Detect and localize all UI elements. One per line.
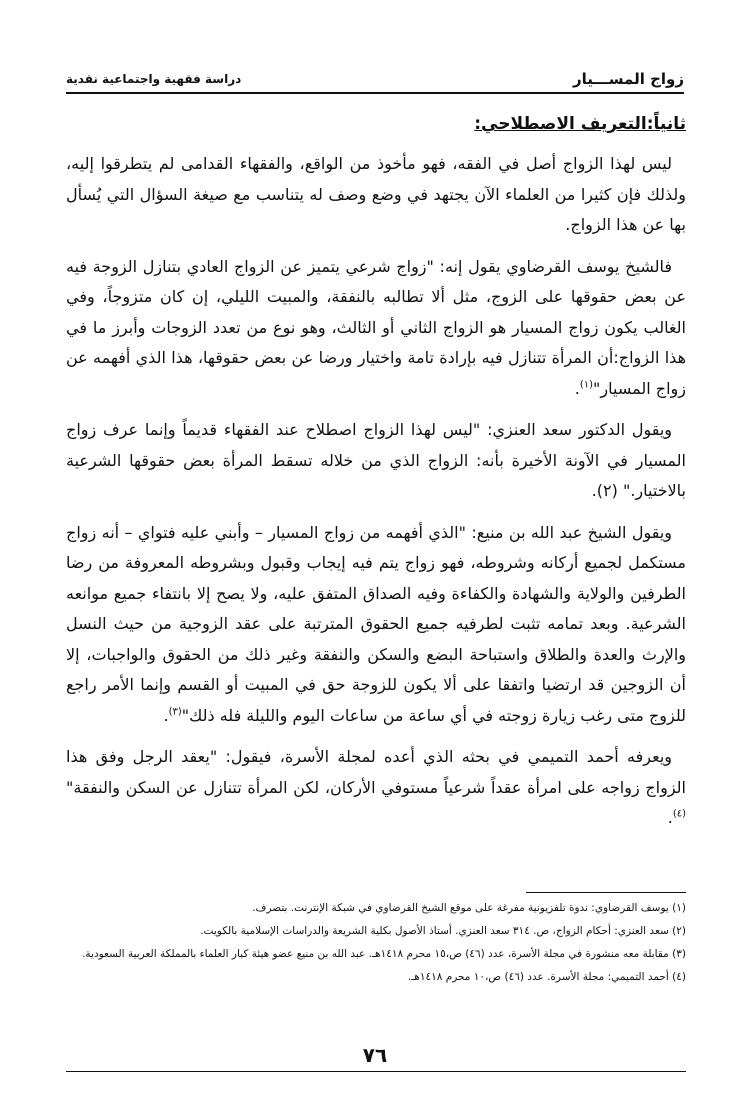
paragraph-5: ويعرفه أحمد التميمي في بحثه الذي أعده لمجلة الأسرة، فيقول: "يعقد الرجل وفق هذا الزواج زواجه على امرأة عقداً شرعياً مستوفي الأركان، لكن المرأة تتنازل عن السكن والنفقة"$^{(٤)}$. (66, 747, 686, 827)
footnote-1: (١) يوسف القرضاوي: ندوة تلفزيونية مفرغة على موقع الشيخ القرضاوي في شبكة الإنترنت. بتصرف. (252, 902, 686, 914)
footnote-ref: (٢) (596, 481, 618, 500)
page-number: ٧٦ (362, 1043, 388, 1067)
running-header (66, 70, 684, 94)
paragraph-3: ويقول الدكتور سعد العنزي: "ليس لهذا الزواج اصطلاح عند الفقهاء قديماً وإنما عرف زواج المسيار في الآونة الأخيرة بأنه: الزواج الذي من خلاله تسقط المرأة بعض حقوقها الشرعية بالاختيار." (٢). (66, 420, 686, 500)
footnote-divider (526, 892, 686, 893)
paragraph-2: فالشيخ يوسف القرضاوي يقول إنه: "زواج شرعي يتميز عن الزواج العادي بتنازل الزوجة فيه عن بعض حقوقها على الزوج، مثل ألا تطالبه بالنفقة، والمبيت الليلي، إن كان متزوجاً، وفي الغالب يكون زواج المسيار هو الزواج الثاني أو الثالث، وهو نوع من تعدد الزوجات وأبرز ما في هذا الزواج:أن المرأة تتنازل فيه بإرادة تامة واختيار ورضا عن بعض حقوقها، هذا الذي أفهمه عن زواج المسيار"$^{(١)}$. (66, 256, 686, 398)
main-content (66, 112, 686, 845)
paragraph-text: فالشيخ يوسف القرضاوي يقول إنه: "زواج شرعي يتميز عن الزواج العادي بتنازل الزوجة فيه عن بعض حقوقها على الزوج، مثل ألا تطالبه بالنفقة، والمبيت الليلي، إن كان متزوجاً، وفي الغالب يكون زواج المسيار هو الزواج الثاني أو الثالث، وهو نوع من تعدد الزوجات وأبرز ما في هذا الزواج:أن المرأة تتنازل فيه بإرادة تامة واختيار ورضا عن بعض حقوقها، هذا الذي أفهمه عن زواج المسيار" (66, 256, 686, 398)
footnote-ref: (٣) (168, 706, 182, 718)
footnote-4: (٤) أحمد التميمي: مجلة الأسرة. عدد (٤٦) ص،١٠ محرم ١٤١٨هـ. (407, 971, 686, 983)
paragraph-text: ويعرفه أحمد التميمي في بحثه الذي أعده لمجلة الأسرة، فيقول: "يعقد الرجل وفق هذا الزواج زواجه على امرأة عقداً شرعياً مستوفي الأركان، لكن المرأة تتنازل عن السكن والنفقة" (66, 747, 686, 797)
paragraph-text: ويقول الدكتور سعد العنزي: "ليس لهذا الزواج اصطلاح عند الفقهاء قديماً وإنما عرف زواج المسيار في الآونة الأخيرة بأنه: الزواج الذي من خلاله تسقط المرأة بعض حقوقها الشرعية بالاختيار." (66, 420, 686, 500)
footer-rule (66, 1071, 686, 1072)
paragraph-text: ويقول الشيخ عبد الله بن منيع: "الذي أفهمه من زواج المسيار – وأبني عليه فتواي – أنه زواج مستكمل لجميع أركانه وشروطه، فهو زواج يتم فيه إيجاب وقبول وبشروطه المعروفة من رضا الطرفين والولاية والشهادة والكفاءة وفيه الصداق المتفق عليه، ولا يصح إلا بانتفاء جميع موانعه الشرعية. وبعد تمامه تثبت لطرفيه جميع الحقوق المترتبة على عقد الزوجية من حيث النسل والإرث والعدة والطلاق واستباحة البضع والسكن والنفقة وغير ذلك من الحقوق والواجبات، إلا أن الزوجين قد ارتضيا واتفقا على ألا يكون للزوجة حق في المبيت أو القسم وإنما الأمر راجع للزوج متى رغب زيارة زوجته في أي ساعة من ساعات اليوم والليلة فله ذلك" (66, 522, 686, 725)
paragraph-4: ويقول الشيخ عبد الله بن منيع: "الذي أفهمه من زواج المسيار – وأبني عليه فتواي – أنه زواج مستكمل لجميع أركانه وشروطه، فهو زواج يتم فيه إيجاب وقبول وبشروطه المعروفة من رضا الطرفين والولاية والشهادة والكفاءة وفيه الصداق المتفق عليه، ولا يصح إلا بانتفاء جميع موانعه الشرعية. وبعد تمامه تثبت لطرفيه جميع الحقوق المترتبة على عقد الزوجية من حيث النسل والإرث والعدة والطلاق واستباحة البضع والسكن والنفقة وغير ذلك من الحقوق والواجبات، إلا أن الزوجين قد ارتضيا واتفقا على ألا يكون للزوجة حق في المبيت أو القسم وإنما الأمر راجع للزوج متى رغب زيارة زوجته في أي ساعة من ساعات اليوم والليلة فله ذلك"$^{(٣)}$. (66, 522, 686, 725)
footnote-ref: (١) (579, 379, 594, 391)
footnote-3: (٣) مقابلة معه منشورة في مجلة الأسرة، عدد (٤٦) ص،١٥ محرم ١٤١٨هـ. عبد الله بن منيع عضو هيئة كبار العلماء بالمملكة العربية السعودية. (82, 948, 686, 960)
header-book-title: زواج المســـيار (573, 70, 684, 88)
paragraph-1 (66, 149, 686, 241)
footnote-2: (٢) سعد العنزي: أحكام الزواج، ص. ٣١٤ سعد العنزي. أستاذ الأصول بكلية الشريعة والدراسات الإسلامية بالكويت. (200, 925, 686, 937)
section-heading: ثانياً:التعريف الاصطلاحي: (474, 114, 686, 134)
footnote-ref: (٤) (672, 808, 686, 820)
paragraph-text: ليس لهذا الزواج أصل في الفقه، فهو مأخوذ من الواقع، والفقهاء القدامى لم يتطرقوا إليه، ولذلك فإن كثيرا من العلماء الآن يجتهد في وضع وصف له يتناسب مع صيغة السؤال التي يُسأل بها عن هذا الزواج. (66, 154, 686, 234)
header-subtitle: دراسة فقهية واجتماعية نقدية (66, 72, 242, 86)
footnotes-section (66, 892, 686, 993)
